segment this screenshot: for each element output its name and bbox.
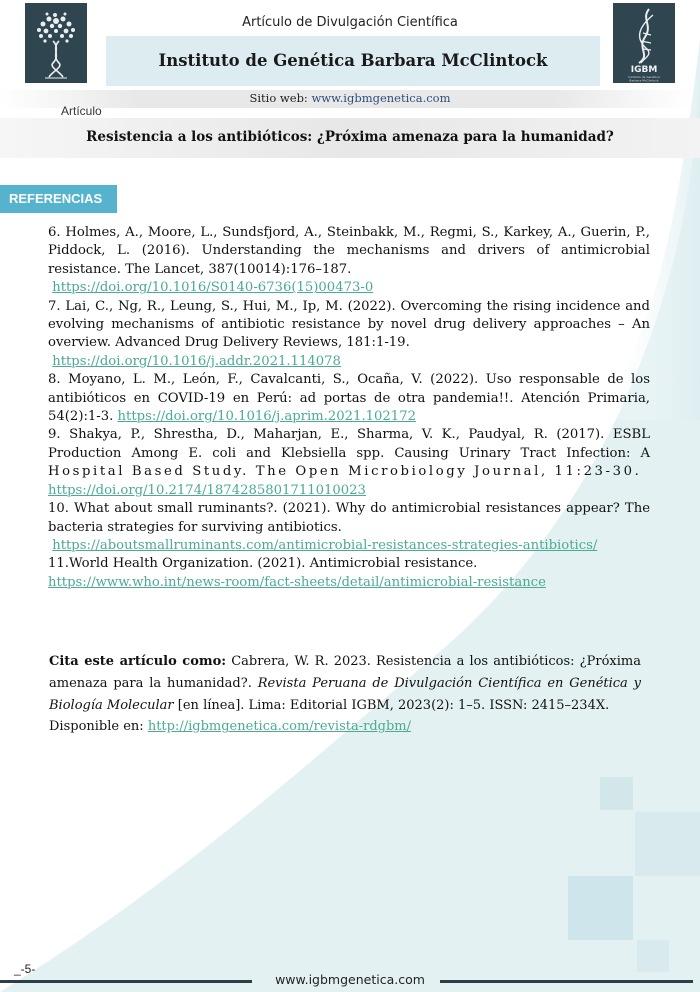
reference-item: [48, 298, 650, 372]
reference-text: 9. Shakya, P., Shrestha, D., Maharjan, E., Sharma, V. K., Paudyal, R. (2017). ESBL Production Among E. coli and Klebsiella spp. Causing Urinary Tract Infection: A: [48, 427, 650, 461]
decor-square: [637, 940, 669, 972]
footer-url[interactable]: www.igbmgenetica.com: [275, 972, 425, 987]
reference-link[interactable]: https://doi.org/10.1016/j.aprim.2021.102172: [117, 409, 416, 425]
reference-text: 8. Moyano, L. M., León, F., Cavalcanti, S., Ocaña, V. (2022). Uso responsable de los antibióticos en COVID-19 en Perú: ad portas de otra pandemia!!. Atención Primaria, 54(2):1-3.: [48, 372, 650, 425]
citation-details: [en línea]. Lima: Editorial IGBM, 2023(2): 1–5. ISSN: 2415–234X.: [177, 697, 610, 713]
reference-link[interactable]: https://doi.org/10.2174/1874285801711010023: [48, 482, 366, 498]
website-label: Sitio web:: [249, 91, 308, 105]
decor-square: [635, 812, 700, 876]
references-list: [48, 224, 650, 592]
website-link[interactable]: www.igbmgenetica.com: [311, 91, 451, 105]
references-heading: REFERENCIAS: [0, 185, 117, 213]
reference-item: [48, 555, 650, 592]
reference-link[interactable]: https://www.who.int/news-room/fact-sheets/detail/antimicrobial-resistance: [48, 574, 546, 590]
article-title: Resistencia a los antibióticos: ¿Próxima amenaza para la humanidad?: [86, 129, 614, 145]
available-link[interactable]: http://igbmgenetica.com/revista-rdgbm/: [147, 719, 412, 735]
reference-item: [48, 426, 650, 500]
citation-availability: [49, 716, 641, 738]
header-kicker: Artículo de Divulgación Científica: [242, 15, 458, 30]
institute-title: Instituto de Genética Barbara McClintock: [158, 51, 548, 70]
reference-item: [48, 371, 650, 426]
reference-item: [48, 500, 650, 555]
reference-link[interactable]: https://doi.org/10.1016/S0140-6736(15)00473-0: [52, 280, 374, 296]
reference-link[interactable]: https://doi.org/10.1016/j.addr.2021.114078: [52, 353, 341, 369]
citation-label: Cita este artículo como:: [49, 654, 227, 669]
citation-body: Cabrera, W. R. 2023. Resistencia a los antibióticos: ¿Próxima amenaza para la humanidad?.: [49, 654, 641, 691]
citation-text: [49, 651, 641, 716]
decor-square: [600, 777, 633, 810]
svg-text:Barbara McClintock: Barbara McClintock: [629, 78, 659, 83]
reference-link[interactable]: https://aboutsmallruminants.com/antimicrobial-resistances-strategies-antibiotics/: [52, 537, 598, 553]
reference-text: 11.World Health Organization. (2021). Antimicrobial resistance.: [48, 556, 478, 572]
reference-text: 7. Lai, C., Ng, R., Leung, S., Hui, M., Ip, M. (2022). Overcoming the rising incidence and evolving mechanisms of antibiotic resistance by novel drug delivery approaches – An overview. Advanced Drug Delivery Reviews, 181:1-19.: [48, 298, 650, 351]
citation-block: [49, 651, 641, 738]
reference-text: 10. What about small ruminants?. (2021). Why do antimicrobial resistances appear? The bacteria strategies for surviving antibiotics.: [48, 501, 650, 535]
logo-text: IGBM: [630, 65, 658, 75]
citation-journal: Revista Peruana de Divulgación Científica en Genética y Biología Molecular: [49, 675, 641, 713]
reference-item: [48, 224, 650, 298]
website-line: [0, 91, 700, 105]
svg-text:Instituto de Genética: Instituto de Genética: [628, 75, 660, 79]
available-label: Disponible en:: [49, 719, 144, 735]
section-label: Artículo: [61, 104, 102, 118]
decor-square: [568, 876, 633, 940]
reference-text-spaced: Hospital Based Study. The Open Microbiology Journal, 11:23-30.: [48, 464, 642, 480]
reference-text: 6. Holmes, A., Moore, L., Sundsfjord, A., Steinbakk, M., Regmi, S., Karkey, A., Guerin, P., Piddock, L. (2016). Understanding the mechanisms and drivers of antimicrobial resistance. The Lancet, 387(10014):176–187.: [48, 225, 650, 277]
page-number: _-5-: [14, 962, 36, 976]
